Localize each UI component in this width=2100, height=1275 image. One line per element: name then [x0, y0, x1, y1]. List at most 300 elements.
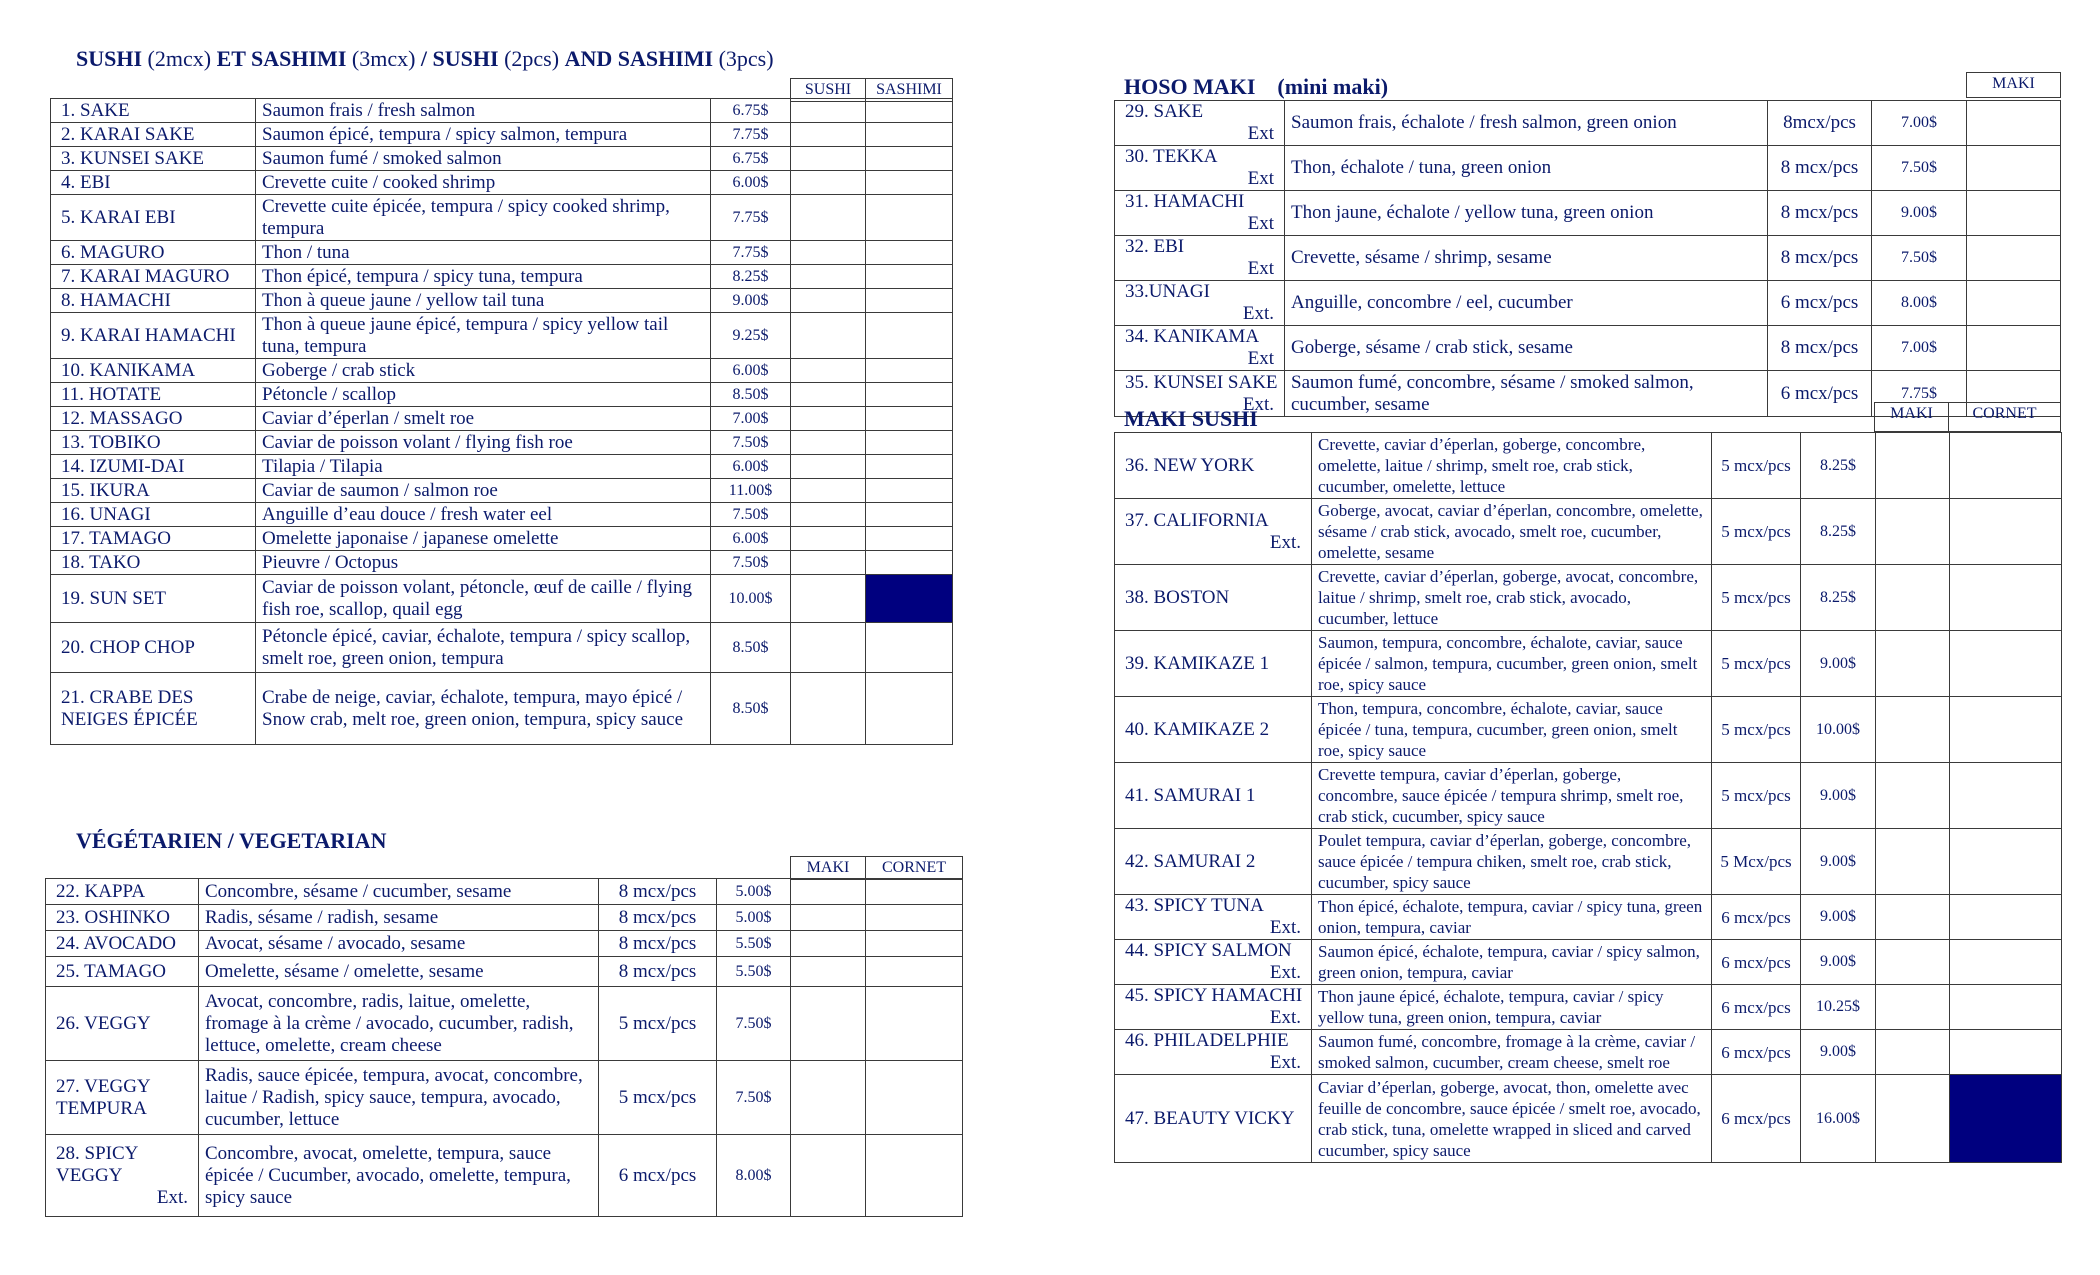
item-description: Avocat, concombre, radis, laitue, omelette, fromage à la crème / avocado, cucumber, radish, lettuce, omelette, cream cheese: [199, 987, 599, 1061]
item-name: [46, 879, 199, 905]
menu-row: [51, 527, 953, 551]
item-price: 16.00$: [1801, 1075, 1876, 1163]
maki-sushi-table: [1114, 432, 2062, 1163]
maki-order-box[interactable]: [1967, 101, 2061, 146]
sashimi-order-box[interactable]: [866, 383, 953, 407]
sushi-order-box[interactable]: [791, 455, 866, 479]
cornet-order-box[interactable]: [1950, 1075, 2062, 1163]
item-name-text: 33.UNAGI: [1125, 281, 1210, 302]
menu-row: [1115, 697, 2062, 763]
item-description: Caviar de saumon / salmon roe: [256, 479, 711, 503]
item-name: [1115, 940, 1312, 985]
maki-order-box[interactable]: [791, 957, 866, 987]
maki-order-box[interactable]: [791, 879, 866, 905]
item-description: Radis, sauce épicée, tempura, avocat, concombre, laitue / Radish, spicy sauce, tempura, avocado, cucumber, lettuce: [199, 1061, 599, 1135]
item-quantity: 6 mcx/pcs: [1768, 371, 1872, 417]
item-name-text: 34. KANIKAMA: [1125, 326, 1260, 347]
item-name-text: 27. VEGGY TEMPURA: [56, 1075, 150, 1119]
item-name-text: 46. PHILADELPHIE: [1125, 1030, 1289, 1051]
item-name: [1115, 146, 1285, 191]
item-price: 9.25$: [711, 313, 791, 359]
extension-marker: Ext.: [1269, 1007, 1301, 1028]
item-name-text: 37. CALIFORNIA: [1125, 509, 1269, 531]
item-quantity: 8 mcx/pcs: [599, 957, 717, 987]
item-name: [1115, 985, 1312, 1030]
maki-order-box[interactable]: [1876, 1075, 1950, 1163]
item-quantity: 5 mcx/pcs: [599, 987, 717, 1061]
item-price: 8.50$: [711, 383, 791, 407]
item-price: 7.50$: [711, 503, 791, 527]
item-description: Caviar d’éperlan / smelt roe: [256, 407, 711, 431]
cornet-order-box[interactable]: [1950, 565, 2062, 631]
item-name: [51, 527, 256, 551]
sashimi-order-box[interactable]: [866, 265, 953, 289]
sushi-order-box[interactable]: [791, 313, 866, 359]
cornet-order-box[interactable]: [866, 1061, 963, 1135]
maki-order-box[interactable]: [1876, 985, 1950, 1030]
sushi-section-title: SUSHI (2mcx) ET SASHIMI (3mcx) / SUSHI (2pcs) AND SASHIMI (3pcs): [76, 46, 774, 71]
item-name: [1115, 565, 1312, 631]
item-name: [1115, 191, 1285, 236]
item-description: Saumon frais / fresh salmon: [256, 99, 711, 123]
menu-row: [51, 359, 953, 383]
maki-order-box[interactable]: [1876, 763, 1950, 829]
item-name-text: 9. KARAI HAMACHI: [61, 324, 236, 346]
item-price: 7.00$: [1872, 326, 1967, 371]
cornet-order-box[interactable]: [866, 879, 963, 905]
maki-order-box[interactable]: [1876, 697, 1950, 763]
item-description: Anguille, concombre / eel, cucumber: [1285, 281, 1768, 326]
item-name-text: 10. KANIKAMA: [61, 359, 196, 381]
item-price: 10.00$: [1801, 697, 1876, 763]
menu-row: [51, 383, 953, 407]
item-name-text: 15. IKURA: [61, 479, 150, 501]
sashimi-order-box[interactable]: [866, 575, 953, 623]
sushi-order-box[interactable]: [791, 575, 866, 623]
item-quantity: 5 mcx/pcs: [1712, 565, 1801, 631]
item-name-text: 6. MAGURO: [61, 241, 165, 263]
item-name: [51, 241, 256, 265]
sashimi-order-box[interactable]: [866, 147, 953, 171]
item-price: 5.00$: [717, 905, 791, 931]
cornet-order-box[interactable]: [1950, 985, 2062, 1030]
menu-row: [1115, 146, 2061, 191]
item-name-text: 31. HAMACHI: [1125, 191, 1245, 212]
sashimi-order-box[interactable]: [866, 313, 953, 359]
item-name-text: 41. SAMURAI 1: [1125, 784, 1256, 806]
item-description: Poulet tempura, caviar d’éperlan, goberge, concombre, sauce épicée / tempura chiken, smelt roe, crab stick, cucumber, spicy sauce: [1312, 829, 1712, 895]
cornet-column-label: CORNET: [866, 857, 963, 880]
maki-order-box[interactable]: [791, 1061, 866, 1135]
menu-row: [51, 455, 953, 479]
item-name: [51, 383, 256, 407]
menu-row: [46, 879, 963, 905]
item-description: Thon / tuna: [256, 241, 711, 265]
extension-marker: Ext.: [1269, 917, 1301, 938]
menu-row: [51, 195, 953, 241]
item-name-text: 44. SPICY SALMON: [1125, 940, 1292, 961]
item-quantity: 6 mcx/pcs: [1712, 895, 1801, 940]
menu-row: [46, 1135, 963, 1217]
sushi-order-box[interactable]: [791, 99, 866, 123]
item-name: [1115, 326, 1285, 371]
extension-marker: Ext.: [1269, 1052, 1301, 1073]
item-name: [51, 479, 256, 503]
item-description: Pieuvre / Octopus: [256, 551, 711, 575]
cornet-order-box[interactable]: [1950, 697, 2062, 763]
sashimi-order-box[interactable]: [866, 171, 953, 195]
item-name: [1115, 895, 1312, 940]
cornet-order-box[interactable]: [866, 957, 963, 987]
maki-order-box[interactable]: [1967, 146, 2061, 191]
sashimi-order-box[interactable]: [866, 431, 953, 455]
item-description: Caviar d’éperlan, goberge, avocat, thon, omelette avec feuille de concombre, sauce épicée / smelt roe, avocado, crab stick, tuna, omelette wrapped in sliced and carved cucumber, spicy sauce: [1312, 1075, 1712, 1163]
item-description: Thon jaune épicé, échalote, tempura, caviar / spicy yellow tuna, green onion, tempura, caviar: [1312, 985, 1712, 1030]
menu-row: [46, 931, 963, 957]
item-price: 7.50$: [1872, 236, 1967, 281]
item-name: [51, 575, 256, 623]
maki-order-box[interactable]: [1876, 895, 1950, 940]
sushi-order-box[interactable]: [791, 407, 866, 431]
menu-row: [51, 673, 953, 745]
item-name-text: 45. SPICY HAMACHI: [1125, 985, 1303, 1006]
sushi-order-box[interactable]: [791, 289, 866, 313]
item-description: Saumon, tempura, concombre, échalote, caviar, sauce épicée / salmon, tempura, cucumber, green onion, smelt roe, spicy sauce: [1312, 631, 1712, 697]
item-price: 6.00$: [711, 359, 791, 383]
menu-row: [51, 575, 953, 623]
menu-row: [51, 171, 953, 195]
item-name: [1115, 631, 1312, 697]
item-price: 9.00$: [1801, 829, 1876, 895]
item-name: [46, 905, 199, 931]
sushi-order-box[interactable]: [791, 479, 866, 503]
menu-row: [1115, 281, 2061, 326]
sashimi-order-box[interactable]: [866, 479, 953, 503]
cornet-column-label: CORNET: [1949, 403, 2061, 432]
item-description: Crevette cuite / cooked shrimp: [256, 171, 711, 195]
item-price: 7.00$: [1872, 101, 1967, 146]
item-description: Saumon épicé, échalote, tempura, caviar / spicy salmon, green onion, tempura, caviar: [1312, 940, 1712, 985]
item-name-text: 30. TEKKA: [1125, 146, 1218, 167]
item-name-text: 25. TAMAGO: [56, 960, 167, 982]
cornet-order-box[interactable]: [866, 931, 963, 957]
cornet-order-box[interactable]: [1950, 1030, 2062, 1075]
item-price: 10.00$: [711, 575, 791, 623]
sashimi-order-box[interactable]: [866, 673, 953, 745]
item-description: Avocat, sésame / avocado, sesame: [199, 931, 599, 957]
item-description: Radis, sésame / radish, sesame: [199, 905, 599, 931]
extension-marker: Ext.: [156, 1186, 188, 1208]
menu-row: [1115, 631, 2062, 697]
item-description: Anguille d’eau douce / fresh water eel: [256, 503, 711, 527]
item-price: 6.00$: [711, 455, 791, 479]
item-description: Thon à queue jaune / yellow tail tuna: [256, 289, 711, 313]
sashimi-order-box[interactable]: [866, 195, 953, 241]
item-description: Thon épicé, tempura / spicy tuna, tempura: [256, 265, 711, 289]
vegetarian-section-title: VÉGÉTARIEN / VEGETARIAN: [76, 828, 387, 853]
maki-order-box[interactable]: [791, 987, 866, 1061]
item-description: Crevette cuite épicée, tempura / spicy cooked shrimp, tempura: [256, 195, 711, 241]
item-description: Concombre, avocat, omelette, tempura, sauce épicée / Cucumber, avocado, omelette, tempura, spicy sauce: [199, 1135, 599, 1217]
item-price: 8.25$: [1801, 565, 1876, 631]
item-name-text: 32. EBI: [1125, 236, 1185, 257]
item-name-text: 13. TOBIKO: [61, 431, 161, 453]
item-name-text: 1. SAKE: [61, 99, 130, 121]
item-name-text: 4. EBI: [61, 171, 111, 193]
menu-row: [46, 905, 963, 931]
item-price: 7.50$: [717, 1061, 791, 1135]
sushi-order-box[interactable]: [791, 265, 866, 289]
item-price: 5.50$: [717, 931, 791, 957]
item-description: Omelette, sésame / omelette, sesame: [199, 957, 599, 987]
sushi-order-box[interactable]: [791, 359, 866, 383]
item-name: [51, 289, 256, 313]
item-description: Saumon fumé, concombre, fromage à la crème, caviar / smoked salmon, cucumber, cream cheese, smelt roe: [1312, 1030, 1712, 1075]
item-name-text: 19. SUN SET: [61, 587, 167, 609]
item-name-text: 26. VEGGY: [56, 1012, 151, 1034]
maki-order-box[interactable]: [791, 931, 866, 957]
maki-order-box[interactable]: [1967, 236, 2061, 281]
item-quantity: 5 Mcx/pcs: [1712, 829, 1801, 895]
sushi-order-box[interactable]: [791, 383, 866, 407]
cornet-order-box[interactable]: [1950, 631, 2062, 697]
extension-marker: Ext: [1247, 258, 1274, 279]
extension-marker: Ext: [1247, 123, 1274, 144]
extension-marker: Ext.: [1242, 393, 1274, 415]
item-price: 9.00$: [1801, 895, 1876, 940]
maki-sushi-section-title: MAKI SUSHI: [1124, 406, 1258, 431]
item-description: Omelette japonaise / japanese omelette: [256, 527, 711, 551]
sashimi-order-box[interactable]: [866, 551, 953, 575]
item-name: [51, 171, 256, 195]
item-price: 9.00$: [1801, 631, 1876, 697]
item-quantity: 8 mcx/pcs: [599, 905, 717, 931]
item-name: [46, 987, 199, 1061]
item-quantity: 8mcx/pcs: [1768, 101, 1872, 146]
maki-order-box[interactable]: [791, 905, 866, 931]
maki-order-box[interactable]: [1876, 631, 1950, 697]
item-price: 7.75$: [711, 241, 791, 265]
menu-row: [51, 551, 953, 575]
item-description: Pétoncle / scallop: [256, 383, 711, 407]
hoso-maki-table: [1114, 100, 2061, 417]
extension-marker: Ext: [1247, 213, 1274, 234]
menu-row: [51, 479, 953, 503]
maki-order-box[interactable]: [1967, 326, 2061, 371]
item-price: 9.00$: [1801, 1030, 1876, 1075]
menu-row: [1115, 1030, 2062, 1075]
item-description: Saumon fumé / smoked salmon: [256, 147, 711, 171]
item-quantity: 6 mcx/pcs: [599, 1135, 717, 1217]
item-description: Saumon frais, échalote / fresh salmon, green onion: [1285, 101, 1768, 146]
sushi-order-box[interactable]: [791, 241, 866, 265]
item-name: [51, 147, 256, 171]
item-description: Concombre, sésame / cucumber, sesame: [199, 879, 599, 905]
cornet-order-box[interactable]: [866, 905, 963, 931]
menu-row: [51, 313, 953, 359]
cornet-order-box[interactable]: [1950, 940, 2062, 985]
cornet-order-box[interactable]: [1950, 829, 2062, 895]
sushi-order-box[interactable]: [791, 171, 866, 195]
sushi-order-box[interactable]: [791, 503, 866, 527]
maki-order-box[interactable]: [1876, 940, 1950, 985]
item-name: [46, 1061, 199, 1135]
item-name-text: 22. KAPPA: [56, 880, 146, 902]
item-name-text: 12. MASSAGO: [61, 407, 183, 429]
item-description: Goberge, avocat, caviar d’éperlan, concombre, omelette, sésame / crab stick, avocado, smelt roe, cucumber, omelette, sesame: [1312, 499, 1712, 565]
vegetarian-table: [45, 878, 963, 1217]
maki-order-box[interactable]: [1876, 565, 1950, 631]
item-name: [1115, 697, 1312, 763]
item-name-text: 28. SPICY VEGGY: [56, 1142, 138, 1186]
item-quantity: 6 mcx/pcs: [1712, 940, 1801, 985]
menu-row: [51, 289, 953, 313]
maki-order-box[interactable]: [1967, 191, 2061, 236]
item-quantity: 6 mcx/pcs: [1712, 1075, 1801, 1163]
extension-marker: Ext.: [1242, 303, 1274, 324]
sushi-order-box[interactable]: [791, 623, 866, 673]
item-description: Goberge, sésame / crab stick, sesame: [1285, 326, 1768, 371]
item-name-text: 18. TAKO: [61, 551, 141, 573]
item-name: [1115, 499, 1312, 565]
item-description: Crevette, caviar d’éperlan, goberge, concombre, omelette, laitue / shrimp, smelt roe, crab stick, cucumber, omelette, lettuce: [1312, 433, 1712, 499]
sashimi-order-box[interactable]: [866, 455, 953, 479]
item-price: 8.25$: [711, 265, 791, 289]
item-price: 6.75$: [711, 99, 791, 123]
cornet-order-box[interactable]: [1950, 433, 2062, 499]
item-quantity: 5 mcx/pcs: [1712, 763, 1801, 829]
item-name: [1115, 763, 1312, 829]
item-name: [51, 407, 256, 431]
item-price: 7.75$: [711, 123, 791, 147]
item-price: 6.00$: [711, 171, 791, 195]
item-name: [51, 359, 256, 383]
item-price: 7.50$: [717, 987, 791, 1061]
sushi-order-box[interactable]: [791, 123, 866, 147]
hoso-maki-column-header: [1966, 72, 2061, 98]
sashimi-order-box[interactable]: [866, 527, 953, 551]
maki-order-box[interactable]: [791, 1135, 866, 1217]
menu-row: [1115, 433, 2062, 499]
cornet-order-box[interactable]: [866, 987, 963, 1061]
maki-order-box[interactable]: [1876, 829, 1950, 895]
item-name: [1115, 101, 1285, 146]
menu-row: [1115, 985, 2062, 1030]
sushi-order-box[interactable]: [791, 147, 866, 171]
item-name-text: 39. KAMIKAZE 1: [1125, 652, 1270, 674]
maki-sushi-column-header: [1874, 402, 2061, 432]
menu-row: [51, 407, 953, 431]
maki-order-box[interactable]: [1876, 1030, 1950, 1075]
sashimi-order-box[interactable]: [866, 623, 953, 673]
item-price: 10.25$: [1801, 985, 1876, 1030]
item-quantity: 5 mcx/pcs: [1712, 631, 1801, 697]
item-name-text: 5. KARAI EBI: [61, 206, 176, 228]
menu-row: [51, 147, 953, 171]
item-name-text: 42. SAMURAI 2: [1125, 850, 1256, 872]
item-description: Tilapia / Tilapia: [256, 455, 711, 479]
item-description: Thon jaune, échalote / yellow tuna, green onion: [1285, 191, 1768, 236]
cornet-order-box[interactable]: [1950, 763, 2062, 829]
item-name-text: 24. AVOCADO: [56, 932, 177, 954]
maki-order-box[interactable]: [1876, 433, 1950, 499]
menu-row: [1115, 763, 2062, 829]
sashimi-order-box[interactable]: [866, 289, 953, 313]
item-name-text: 29. SAKE: [1125, 101, 1204, 122]
item-quantity: 8 mcx/pcs: [599, 931, 717, 957]
sashimi-order-box[interactable]: [866, 407, 953, 431]
item-price: 5.50$: [717, 957, 791, 987]
sushi-order-box[interactable]: [791, 195, 866, 241]
item-price: 8.00$: [1872, 281, 1967, 326]
item-name-text: 3. KUNSEI SAKE: [61, 147, 205, 169]
item-name: [1115, 281, 1285, 326]
sashimi-order-box[interactable]: [866, 99, 953, 123]
item-name-text: 38. BOSTON: [1125, 586, 1230, 608]
item-quantity: 5 mcx/pcs: [1712, 499, 1801, 565]
menu-row: [1115, 565, 2062, 631]
item-name-text: 16. UNAGI: [61, 503, 151, 525]
sushi-order-box[interactable]: [791, 527, 866, 551]
item-quantity: 5 mcx/pcs: [1712, 697, 1801, 763]
sashimi-order-box[interactable]: [866, 359, 953, 383]
menu-row: [1115, 829, 2062, 895]
sushi-order-box[interactable]: [791, 551, 866, 575]
menu-row: [46, 1061, 963, 1135]
item-price: 5.00$: [717, 879, 791, 905]
item-name-text: 8. HAMACHI: [61, 289, 171, 311]
menu-row: [1115, 499, 2062, 565]
item-name-text: 23. OSHINKO: [56, 906, 170, 928]
item-quantity: 5 mcx/pcs: [1712, 433, 1801, 499]
maki-column-label: MAKI: [791, 857, 866, 880]
cornet-order-box[interactable]: [1950, 499, 2062, 565]
item-name: [1115, 829, 1312, 895]
item-price: 11.00$: [711, 479, 791, 503]
item-description: Crevette, caviar d’éperlan, goberge, avocat, concombre, laitue / shrimp, smelt roe, crab stick, avocado, cucumber, lettuce: [1312, 565, 1712, 631]
sushi-order-box[interactable]: [791, 673, 866, 745]
extension-marker: Ext: [1247, 348, 1274, 369]
menu-row: [1115, 236, 2061, 281]
sushi-order-box[interactable]: [791, 431, 866, 455]
cornet-order-box[interactable]: [866, 1135, 963, 1217]
item-price: 9.00$: [711, 289, 791, 313]
item-price: 7.75$: [711, 195, 791, 241]
item-name-text: 43. SPICY TUNA: [1125, 895, 1264, 916]
sashimi-order-box[interactable]: [866, 503, 953, 527]
menu-row: [1115, 326, 2061, 371]
item-name-text: 21. CRABE DES NEIGES ÉPICÉE: [61, 686, 198, 730]
sashimi-order-box[interactable]: [866, 123, 953, 147]
item-price: 8.25$: [1801, 499, 1876, 565]
sushi-sashimi-table: [50, 98, 953, 745]
sashimi-order-box[interactable]: [866, 241, 953, 265]
item-price: 8.50$: [711, 673, 791, 745]
hoso-maki-subtitle: (mini maki): [1277, 74, 1389, 99]
maki-column-label: MAKI: [1967, 73, 2061, 98]
vegetarian-column-header: [790, 856, 963, 880]
maki-order-box[interactable]: [1876, 499, 1950, 565]
item-name: [51, 551, 256, 575]
menu-row: [46, 987, 963, 1061]
menu-row: [1115, 101, 2061, 146]
item-name: [1115, 433, 1312, 499]
item-quantity: 8 mcx/pcs: [1768, 191, 1872, 236]
item-price: 7.75$: [1872, 371, 1967, 417]
item-quantity: 8 mcx/pcs: [599, 879, 717, 905]
cornet-order-box[interactable]: [1950, 895, 2062, 940]
maki-order-box[interactable]: [1967, 281, 2061, 326]
